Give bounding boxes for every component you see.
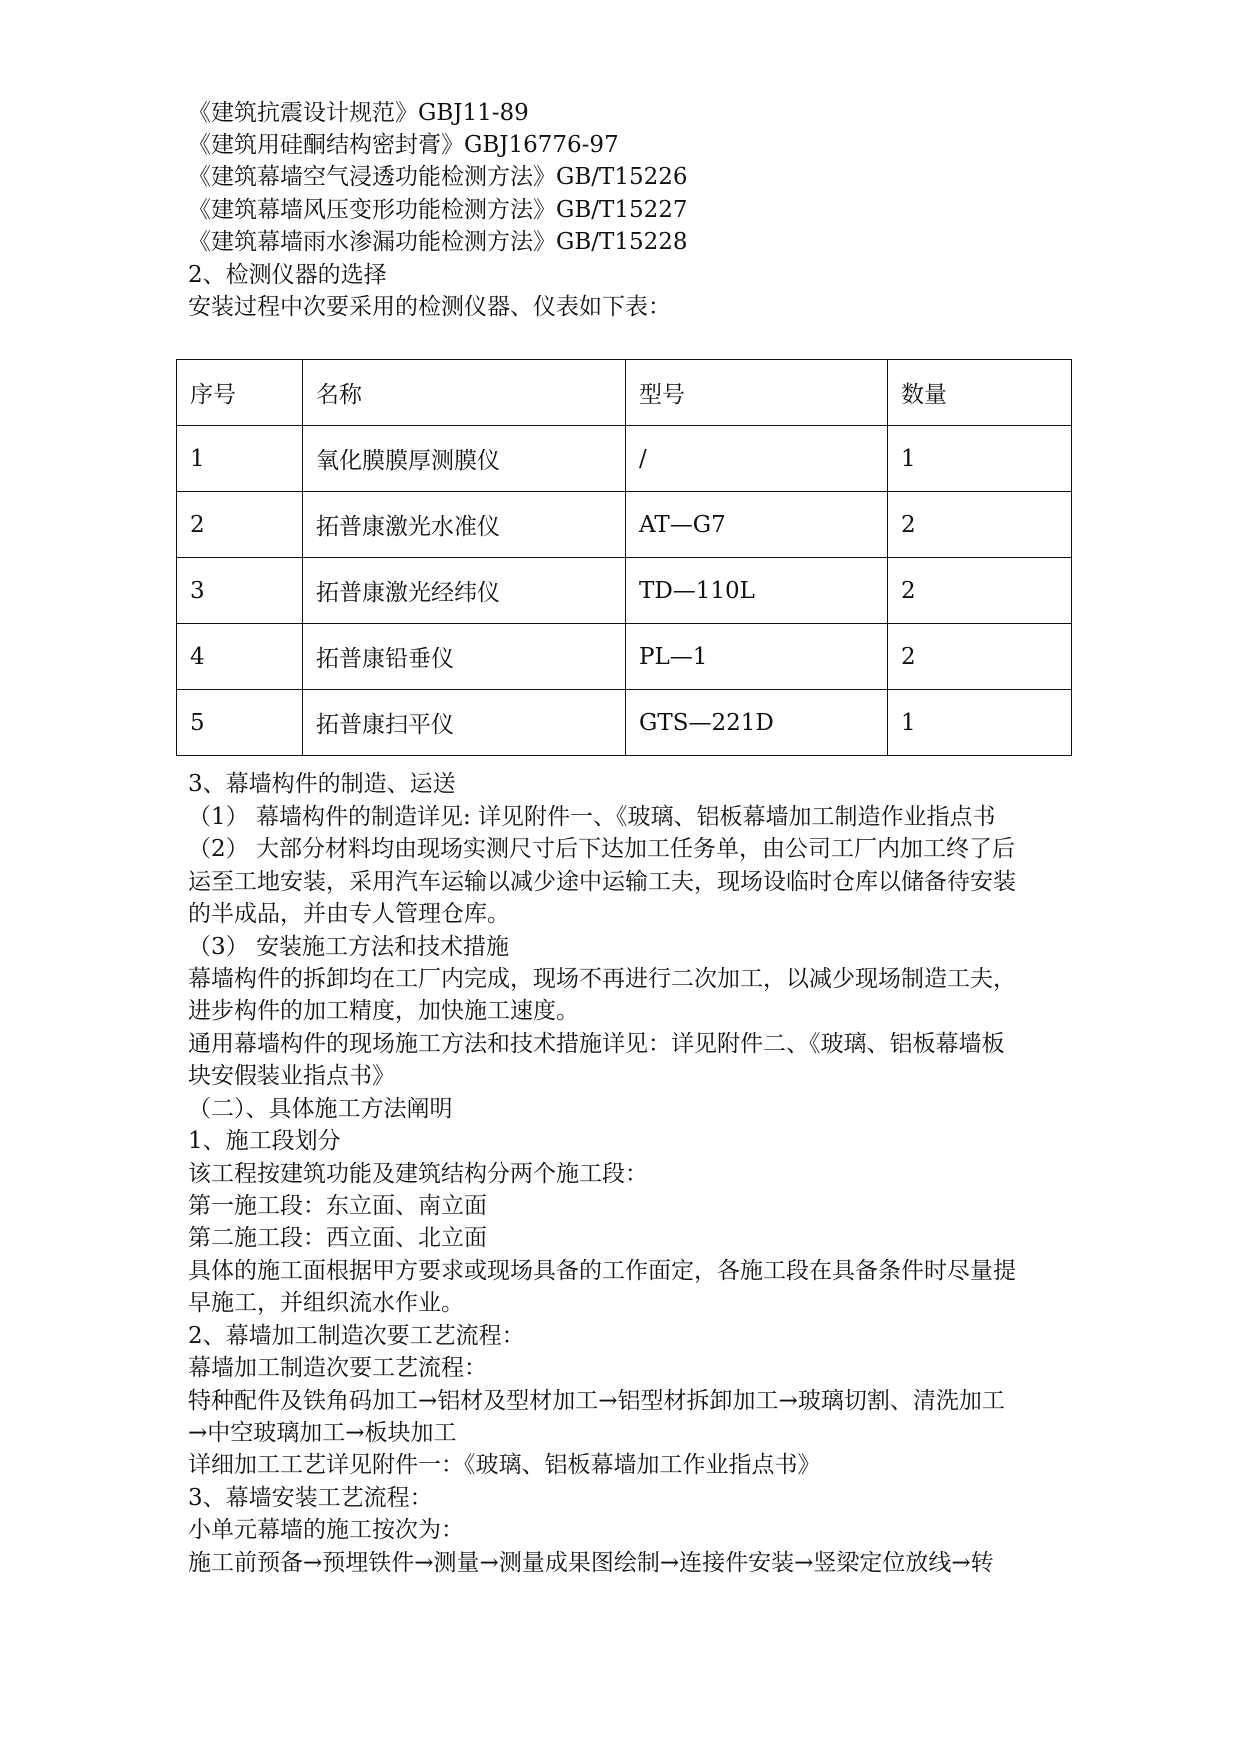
table-cell: / (626, 426, 888, 492)
section-heading: 2、幕墙加工制造次要工艺流程： (188, 1323, 525, 1349)
text-line: （1） 幕墙构件的制造详见: 详见附件一、《玻璃、铝板幕墙加工制造作业指点书 (188, 804, 996, 830)
text-line: 的半成品，并由专人管理仓库。 (188, 901, 510, 927)
table-header-row (177, 360, 1072, 426)
instrument-table (176, 359, 1072, 756)
text-line: 幕墙构件的拆卸均在工厂内完成，现场不再进行二次加工，以减少现场制造工夫， (188, 966, 1016, 992)
table-cell: 3 (177, 558, 303, 624)
table-cell: AT—G7 (626, 492, 888, 558)
table-cell: 5 (177, 690, 303, 756)
table-cell: 1 (888, 690, 1072, 756)
header-cell: 名称 (303, 360, 626, 426)
text-line: 早施工，并组织流水作业。 (188, 1290, 464, 1316)
text-line: 安装过程中次要采用的检测仪器、仪表如下表： (188, 294, 671, 320)
table-cell: 拓普康扫平仪 (303, 690, 626, 756)
text-line: 《建筑幕墙风压变形功能检测方法》GB/T15227 (188, 197, 688, 223)
text-line: 小单元幕墙的施工按次为： (188, 1517, 464, 1543)
table-row (177, 426, 1072, 492)
table-row (177, 558, 1072, 624)
text-line: 该工程按建筑功能及建筑结构分两个施工段： (188, 1161, 648, 1187)
text-line: 块安假装业指点书》 (188, 1063, 395, 1089)
text-line: 运至工地安装，采用汽车运输以减少途中运输工夫，现场设临时仓库以储备待安装 (188, 869, 1016, 895)
text-line: （3） 安装施工方法和技术措施 (188, 934, 509, 960)
table-cell: 2 (888, 558, 1072, 624)
section-heading: 3、幕墙构件的制造、运送 (188, 771, 456, 797)
section-heading: 1、施工段划分 (188, 1128, 341, 1154)
table-cell: GTS—221D (626, 690, 888, 756)
text-line: 第二施工段：西立面、北立面 (188, 1225, 487, 1251)
table-cell: PL—1 (626, 624, 888, 690)
table-cell: 拓普康激光经纬仪 (303, 558, 626, 624)
text-line: 第一施工段：东立面、南立面 (188, 1193, 487, 1219)
text-line: 通用幕墙构件的现场施工方法和技术措施详见：详见附件二、《玻璃、铝板幕墙板 (188, 1031, 1005, 1057)
text-line: （2） 大部分材料均由现场实测尺寸后下达加工任务单，由公司工厂内加工终了后 (188, 836, 1015, 862)
table-cell: 1 (888, 426, 1072, 492)
text-line: 具体的施工面根据甲方要求或现场具备的工作面定，各施工段在具备条件时尽量提 (188, 1258, 1016, 1284)
text-line: 进步构件的加工精度，加快施工速度。 (188, 998, 579, 1024)
table-cell: 拓普康激光水准仪 (303, 492, 626, 558)
table-cell: 氧化膜膜厚测膜仪 (303, 426, 626, 492)
text-line: 《建筑抗震设计规范》GBJ11-89 (188, 100, 529, 126)
table-row (177, 624, 1072, 690)
table-cell: 4 (177, 624, 303, 690)
table-cell: 2 (888, 492, 1072, 558)
table-row (177, 492, 1072, 558)
header-cell: 序号 (177, 360, 303, 426)
text-line: 详细加工工艺详见附件一：《玻璃、铝板幕墙加工作业指点书》 (188, 1452, 821, 1478)
text-line: 施工前预备→预埋铁件→测量→测量成果图绘制→连接件安装→竖梁定位放线→转 (188, 1550, 994, 1576)
table-cell: TD—110L (626, 558, 888, 624)
table-row (177, 690, 1072, 756)
table-cell: 2 (888, 624, 1072, 690)
text-line: 幕墙加工制造次要工艺流程： (188, 1355, 487, 1381)
text-line: 《建筑幕墙空气浸透功能检测方法》GB/T15226 (188, 164, 688, 190)
header-cell: 型号 (626, 360, 888, 426)
text-line: →中空玻璃加工→板块加工 (188, 1420, 457, 1446)
table-cell: 1 (177, 426, 303, 492)
table-cell: 拓普康铅垂仪 (303, 624, 626, 690)
text-line: 《建筑用硅酮结构密封膏》GBJ16776-97 (188, 132, 619, 158)
header-cell: 数量 (888, 360, 1072, 426)
table-cell: 2 (177, 492, 303, 558)
section-heading: （二）、具体施工方法阐明 (188, 1096, 453, 1122)
text-line: 《建筑幕墙雨水渗漏功能检测方法》GB/T15228 (188, 229, 688, 255)
text-line: 特种配件及铁角码加工→铝材及型材加工→铝型材拆卸加工→玻璃切割、清洗加工 (188, 1388, 1005, 1414)
section-heading: 3、幕墙安装工艺流程： (188, 1485, 433, 1511)
section-heading: 2、检测仪器的选择 (188, 262, 387, 288)
